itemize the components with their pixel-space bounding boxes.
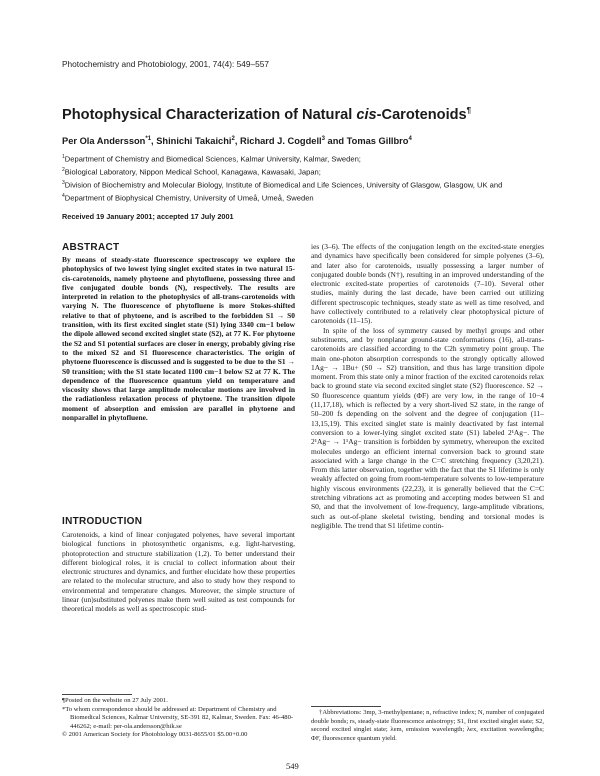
footnotes-left	[62, 697, 295, 740]
right-paragraph-1: ies (3–6). The effects of the conjugation length on the excited-state energies and dynamics have specifically been considered for simple polyenes (3–6), and later also for carotenoids, usually possessing a larger number of conjugated double bonds (N†), resulting in an improved understanding of the electronic excited-state properties of carotenoids (7–10). Several other studies, mainly during the last decade, have been carried out utilizing different spectroscopic techniques, steady state as well as time resolved, and have collectively contributed to a relatively clear photophysical picture of carotenoids (11–15).	[311, 242, 544, 326]
affiliation-3-num: 3	[62, 180, 65, 187]
affiliation-4	[62, 191, 542, 204]
journal-citation: Photochemistry and Photobiology, 2001, 74(4): 549–557	[62, 59, 269, 69]
title-footnote-mark: ¶	[466, 106, 472, 115]
introduction-heading: INTRODUCTION	[62, 516, 143, 527]
author-4: Tomas Gillbro	[346, 136, 409, 147]
footnote-rule-right	[311, 706, 381, 707]
affiliations	[62, 152, 542, 205]
footnote-abbreviations: †Abbreviations: 3mp, 3-methylpentane; n, refractive index; N, number of conjugated double bonds; rs, steady-state fluorescence anisotropy; S1, first excited singlet state; S2, second excited singlet state; λem, emission wavelength; λex, excitation wavelengths; ΦF, fluorescence quantum yield.	[311, 709, 544, 742]
author-1: Per Ola Andersson	[62, 136, 146, 147]
right-paragraph-2: In spite of the loss of symmetry caused by methyl groups and other substituents, and by nonplanar ground-state conformations (16), all-trans-carotenoids are classified according to the C2h symmetry point group. The main one-photon absorption corresponds to the strongly optically allowed 1Ag− → 1Bu+ (S0 → S2) transition, and thus has large transition dipole moment. From this state only a minor fraction of the excited carotenoids relax back to ground state via second excited singlet state (S2) fluorescence. S2 → S0 fluorescence quantum yields (ΦF) are very low, in the range of 10−4 (11,17,18), which is reflected by a very short-lived S2 state, in the range of 50–200 fs depending on the solvent and the degree of conjugation (11–13,15,19). This excited singlet state is mainly deactivated by fast internal conversion to a lower-lying singlet excited state (S1) labeled 2¹Ag−. The 2¹Ag− → 1¹Ag− transition is forbidden by symmetry, whereupon the excited molecules undergo an efficient internal conversion back to ground state associated with a large change in the C=C stretching frequency (3,20,21). From this latter observation, together with the fact that the S1 lifetime is only weakly affected on going from room-temperature solvents to low-temperature highly viscous environments (22,23), it is generally believed that the C=C stretching vibrations act as promoting and accepting modes between S1 and S0, and that the involvement of low-frequency, large-amplitude vibrations, such as out-of-plane skeletal twisting, bending and torsional modes is negligible. The trend that S1 lifetime contin-	[311, 325, 544, 530]
author-2-sup: 2	[231, 136, 235, 142]
affiliation-2	[62, 165, 542, 178]
author-3: Richard J. Cogdell	[239, 136, 322, 147]
author-2: Shinichi Takaichi	[156, 136, 232, 147]
title-tail: -Carotenoids	[376, 106, 467, 123]
author-1-sup: *1	[145, 136, 152, 142]
affiliation-3	[62, 178, 542, 191]
author-list: Per Ola Andersson$^{*1}$, Shinichi Takaichi$^2$, Richard J. Cogdell$^3$ and Tomas Gillbro$^4$	[62, 136, 412, 147]
introduction-text: Carotenoids, a kind of linear conjugated polyenes, have several important biological functions in photosynthetic organisms, e.g. light-harvesting, photoprotection and structure stabilization (1,2). To better understand their different biological roles, it is crucial to collect information about their electronic structures and dynamics, and further elucidate how these properties are related to the molecular structure, and also to study how they respond to environmental and temperature changes. Moreover, the simple structure of linear (un)substituted polyenes make them well suited as test compounds for theoretical models as well as spectroscopic stud-	[62, 530, 295, 614]
affiliation-1-text: Department of Chemistry and Biomedical Sciences, Kalmar University, Kalmar, Sweden;	[64, 154, 361, 164]
footnote-posted: ¶Posted on the website on 27 July 2001.	[62, 697, 168, 704]
footnote-correspondence: *To whom correspondence should be addressed at: Department of Chemistry and Biomedical Sciences, Kalmar University, SE-391 82, Kalmar, Sweden. Fax: 46-480-446262; e-mail: per-ola.andersson@hik.se	[62, 705, 294, 730]
abstract-heading: ABSTRACT	[62, 242, 120, 253]
paper-title	[62, 106, 471, 123]
affiliation-1-num: 1	[62, 154, 65, 160]
right-column	[311, 242, 544, 530]
received-dates: Received 19 January 2001; accepted 17 July 2001	[62, 212, 234, 221]
author-4-sup: 4	[408, 136, 412, 142]
affiliation-2-num: 2	[62, 167, 65, 174]
affiliation-4-text: Department of Biophysical Chemistry, University of Umeå, Umeå, Sweden	[64, 193, 314, 203]
affiliation-3-text: Division of Biochemistry and Molecular Biology, Institute of Biomedical and Life Sciences, University of Glasgow, Glasgow, UK and	[64, 180, 503, 190]
footnote-rule-left	[62, 694, 132, 695]
affiliation-4-num: 4	[62, 193, 65, 200]
page-number: 549	[286, 761, 299, 771]
title-italic: cis	[356, 106, 377, 123]
footnote-copyright: © 2001 American Society for Photobiology 0031-8655/01 $5.00+0.00	[62, 731, 248, 739]
affiliation-1	[62, 152, 542, 165]
affiliation-2-text: Biological Laboratory, Nippon Medical School, Kanagawa, Kawasaki, Japan;	[64, 167, 321, 177]
title-main: Photophysical Characterization of Natural	[62, 106, 357, 123]
abstract-text: By means of steady-state fluorescence spectroscopy we explore the photophysics of two lowest lying singlet excited states in two natural 15-cis-carotenoids, namely phytoene and phytofluene, possessing three and five conjugated double bonds (N), respectively. The results are interpreted in relation to the photophysics of all-trans-carotenoids with varying N. The fluorescence of phytofluene is more Stokes-shifted relative to that of phytoene, and is ascribed to the forbidden S1 → S0 transition, with its first excited singlet state (S1) lying 3340 cm−1 below the dipole allowed second excited singlet state (S2), at 77 K. For phytoene the S2 and S1 potential surfaces are closer in energy, probably giving rise to the mixed S2 and S1 fluorescence characteristics. The origin of phytoene fluorescence is discussed and is suggested to be due to the S1 → S0 transition; with the S1 state located 1100 cm−1 below S2 at 77 K. The dependence of the fluorescence quantum yield on temperature and viscosity shows that large amplitude molecular motions are involved in the radiationless relaxation process of phytoene. The transition dipole moment of absorption and emission are parallel in phytoene and nonparallel in phytofluene.	[62, 255, 295, 423]
author-3-sup: 3	[321, 136, 325, 142]
